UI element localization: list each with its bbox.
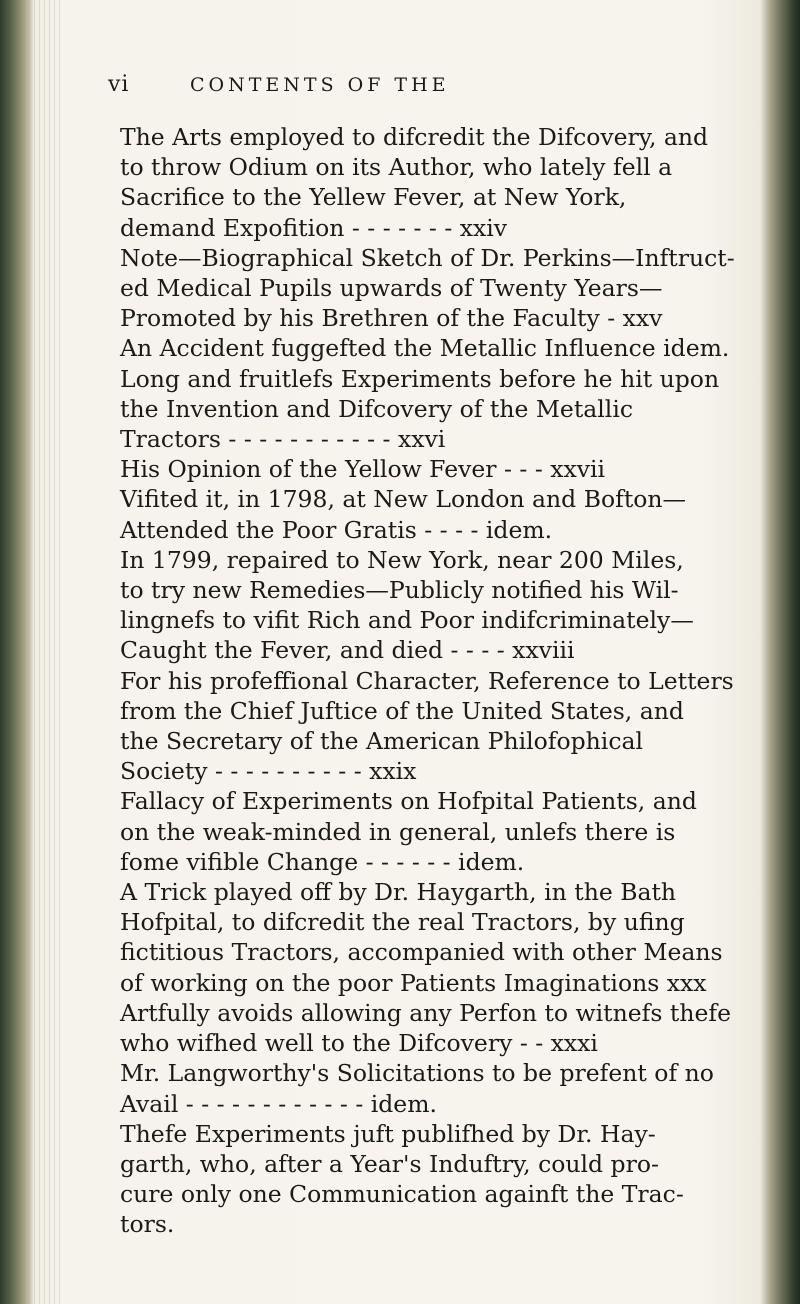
contents-entry [120, 1119, 760, 1240]
contents-entry [120, 484, 760, 544]
entry-line: lingnefs to vifit Rich and Poor indifcriminately— [120, 606, 694, 635]
entry-line: of working on the poor Patients Imaginations xxx [120, 968, 707, 997]
entry-line: Note—Biographical Sketch of Dr. Perkins—Inftruct- [120, 243, 735, 272]
contents-list [120, 122, 760, 1240]
entry-line: Mr. Langworthy's Solicitations to be prefent of no [120, 1059, 714, 1088]
entry-line: to try new Remedies—Publicly notified his Wil- [120, 576, 679, 605]
contents-entry [120, 122, 760, 243]
entry-line: Vifited it, in 1798, at New London and Bofton— [120, 485, 687, 514]
entry-line: Tractors - - - - - - - - - - - xxvi [120, 425, 446, 454]
entry-line: to throw Odium on its Author, who lately fell a [120, 153, 673, 182]
running-head: CONTENTS OF THE [190, 74, 450, 96]
contents-entry [120, 1058, 760, 1118]
entry-line: In 1799, repaired to New York, near 200 Miles, [120, 545, 684, 574]
entry-line: Promoted by his Brethren of the Faculty - xxv [120, 304, 663, 333]
entry-line: from the Chief Juftice of the United States, and [120, 696, 684, 725]
entry-line: An Accident fuggefted the Metallic Influence idem. [120, 334, 730, 363]
entry-line: ed Medical Pupils upwards of Twenty Years— [120, 274, 663, 303]
entry-line: who wifhed well to the Difcovery - - xxxi [120, 1029, 598, 1058]
entry-line: Caught the Fever, and died - - - - xxviii [120, 636, 575, 665]
entry-line: Sacrifice to the Yellew Fever, at New York, [120, 183, 627, 212]
contents-entry [120, 364, 760, 455]
entry-line: Attended the Poor Gratis - - - - idem. [120, 515, 553, 544]
entry-line: Artfully avoids allowing any Perfon to witnefs thefe [120, 998, 731, 1027]
entry-line: fome vifible Change - - - - - - idem. [120, 847, 525, 876]
binding-shadow [34, 0, 64, 1304]
page-edge [760, 0, 800, 1304]
page-header [108, 72, 748, 102]
entry-line: Hofpital, to difcredit the real Tractors, by ufing [120, 908, 685, 937]
page-number: vi [108, 72, 130, 97]
contents-entry [120, 786, 760, 877]
entry-line: fictitious Tractors, accompanied with other Means [120, 938, 723, 967]
entry-line: tors. [120, 1210, 175, 1239]
entry-line: on the weak-minded in general, unlefs there is [120, 817, 676, 846]
contents-entry [120, 243, 760, 334]
entry-line: His Opinion of the Yellow Fever - - - xxvii [120, 455, 606, 484]
entry-line: Thefe Experiments juft publifhed by Dr. Hay- [120, 1119, 656, 1148]
entry-line: the Invention and Difcovery of the Metallic [120, 394, 633, 423]
entry-line: For his profeffional Character, Reference to Letters [120, 666, 734, 695]
entry-line: A Trick played off by Dr. Haygarth, in the Bath [120, 878, 677, 907]
contents-entry [120, 877, 760, 998]
entry-line: Long and fruitlefs Experiments before he hit upon [120, 364, 720, 393]
contents-entry [120, 454, 760, 484]
contents-entry [120, 998, 760, 1058]
contents-entry [120, 666, 760, 787]
entry-line: demand Expofition - - - - - - - xxiv [120, 213, 508, 242]
contents-entry [120, 333, 760, 363]
entry-line: The Arts employed to difcredit the Difcovery, and [120, 123, 709, 151]
entry-line: Avail - - - - - - - - - - - - idem. [120, 1089, 437, 1118]
entry-line: Fallacy of Experiments on Hofpital Patients, and [120, 787, 697, 816]
entry-line: cure only one Communication againft the Trac- [120, 1180, 684, 1209]
entry-line: garth, who, after a Year's Induftry, could pro- [120, 1149, 659, 1178]
binding-gutter [0, 0, 34, 1304]
contents-entry [120, 545, 760, 666]
entry-line: the Secretary of the American Philofophical [120, 727, 644, 756]
entry-line: Society - - - - - - - - - - xxix [120, 757, 417, 786]
